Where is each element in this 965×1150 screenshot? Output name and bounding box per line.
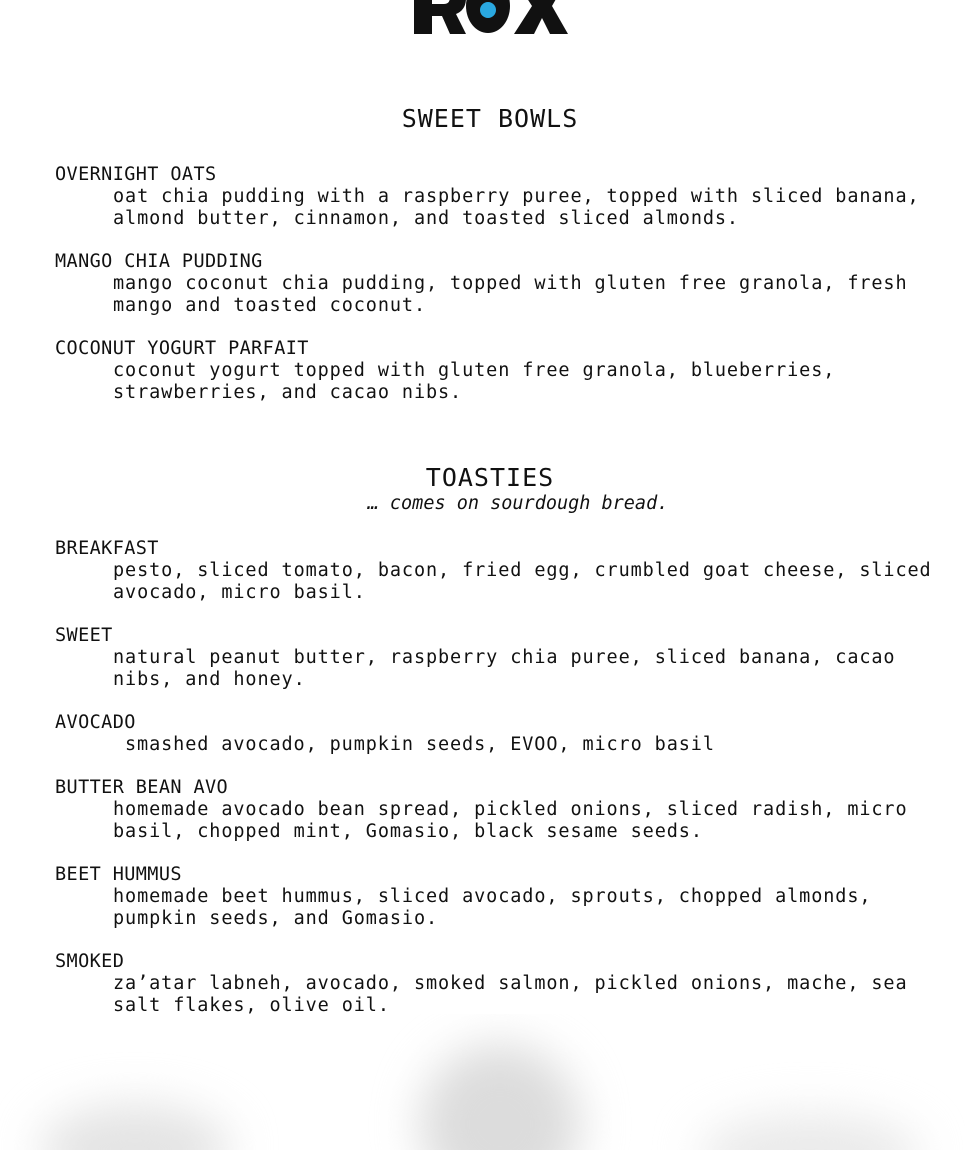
item-description: mango coconut chia pudding, topped with gluten free granola, fresh mango and toasted coconut. <box>113 273 908 316</box>
menu-item-smoked <box>55 951 935 1014</box>
item-description: pesto, sliced tomato, bacon, fried egg, crumbled goat cheese, sliced avocado, micro basil. <box>113 560 932 603</box>
blur-blob <box>40 1104 230 1150</box>
section-subtitle-toasties: … comes on sourdough bread. <box>367 493 669 514</box>
item-name: SMOKED <box>55 951 125 972</box>
item-name: BEET HUMMUS <box>55 864 182 885</box>
item-name: AVOCADO <box>55 712 136 733</box>
item-description: homemade beet hummus, sliced avocado, sprouts, chopped almonds, pumpkin seeds, and Gomasio. <box>113 886 872 929</box>
item-description: homemade avocado bean spread, pickled onions, sliced radish, micro basil, chopped mint, Gomasio, black sesame seeds. <box>113 799 908 842</box>
menu-item-overnight-oats <box>55 164 935 230</box>
blur-blob <box>420 1044 580 1150</box>
menu-item-breakfast <box>55 538 935 604</box>
menu-item-avocado <box>55 712 935 756</box>
blur-blob <box>700 1114 920 1150</box>
item-name: BREAKFAST <box>55 538 159 559</box>
menu-item-butter-bean-avo <box>55 777 935 843</box>
item-name: BUTTER BEAN AVO <box>55 777 229 798</box>
item-name: MANGO CHIA PUDDING <box>55 251 263 272</box>
item-description: oat chia pudding with a raspberry puree, topped with sliced banana, almond butter, cinnamon, and toasted sliced almonds. <box>113 186 920 229</box>
item-name: OVERNIGHT OATS <box>55 164 217 185</box>
item-description: coconut yogurt topped with gluten free granola, blueberries, strawberries, and cacao nibs. <box>113 360 836 403</box>
menu-item-beet-hummus <box>55 864 935 930</box>
section-title-toasties: TOASTIES <box>425 463 555 492</box>
blurred-footer <box>0 1014 965 1150</box>
menu-item-coconut-yogurt-parfait <box>55 338 935 404</box>
section-title-sweet-bowls: SWEET BOWLS <box>401 104 579 133</box>
menu-item-mango-chia-pudding <box>55 251 935 317</box>
item-name: COCONUT YOGURT PARFAIT <box>55 338 309 359</box>
item-description: smashed avocado, pumpkin seeds, EVOO, micro basil <box>125 734 715 755</box>
menu-item-sweet <box>55 625 935 691</box>
item-description: natural peanut butter, raspberry chia puree, sliced banana, cacao nibs, and honey. <box>113 647 896 690</box>
item-description: za’atar labneh, avocado, smoked salmon, pickled onions, mache, sea salt flakes, olive oil. <box>113 973 908 1014</box>
item-name: SWEET <box>55 625 113 646</box>
